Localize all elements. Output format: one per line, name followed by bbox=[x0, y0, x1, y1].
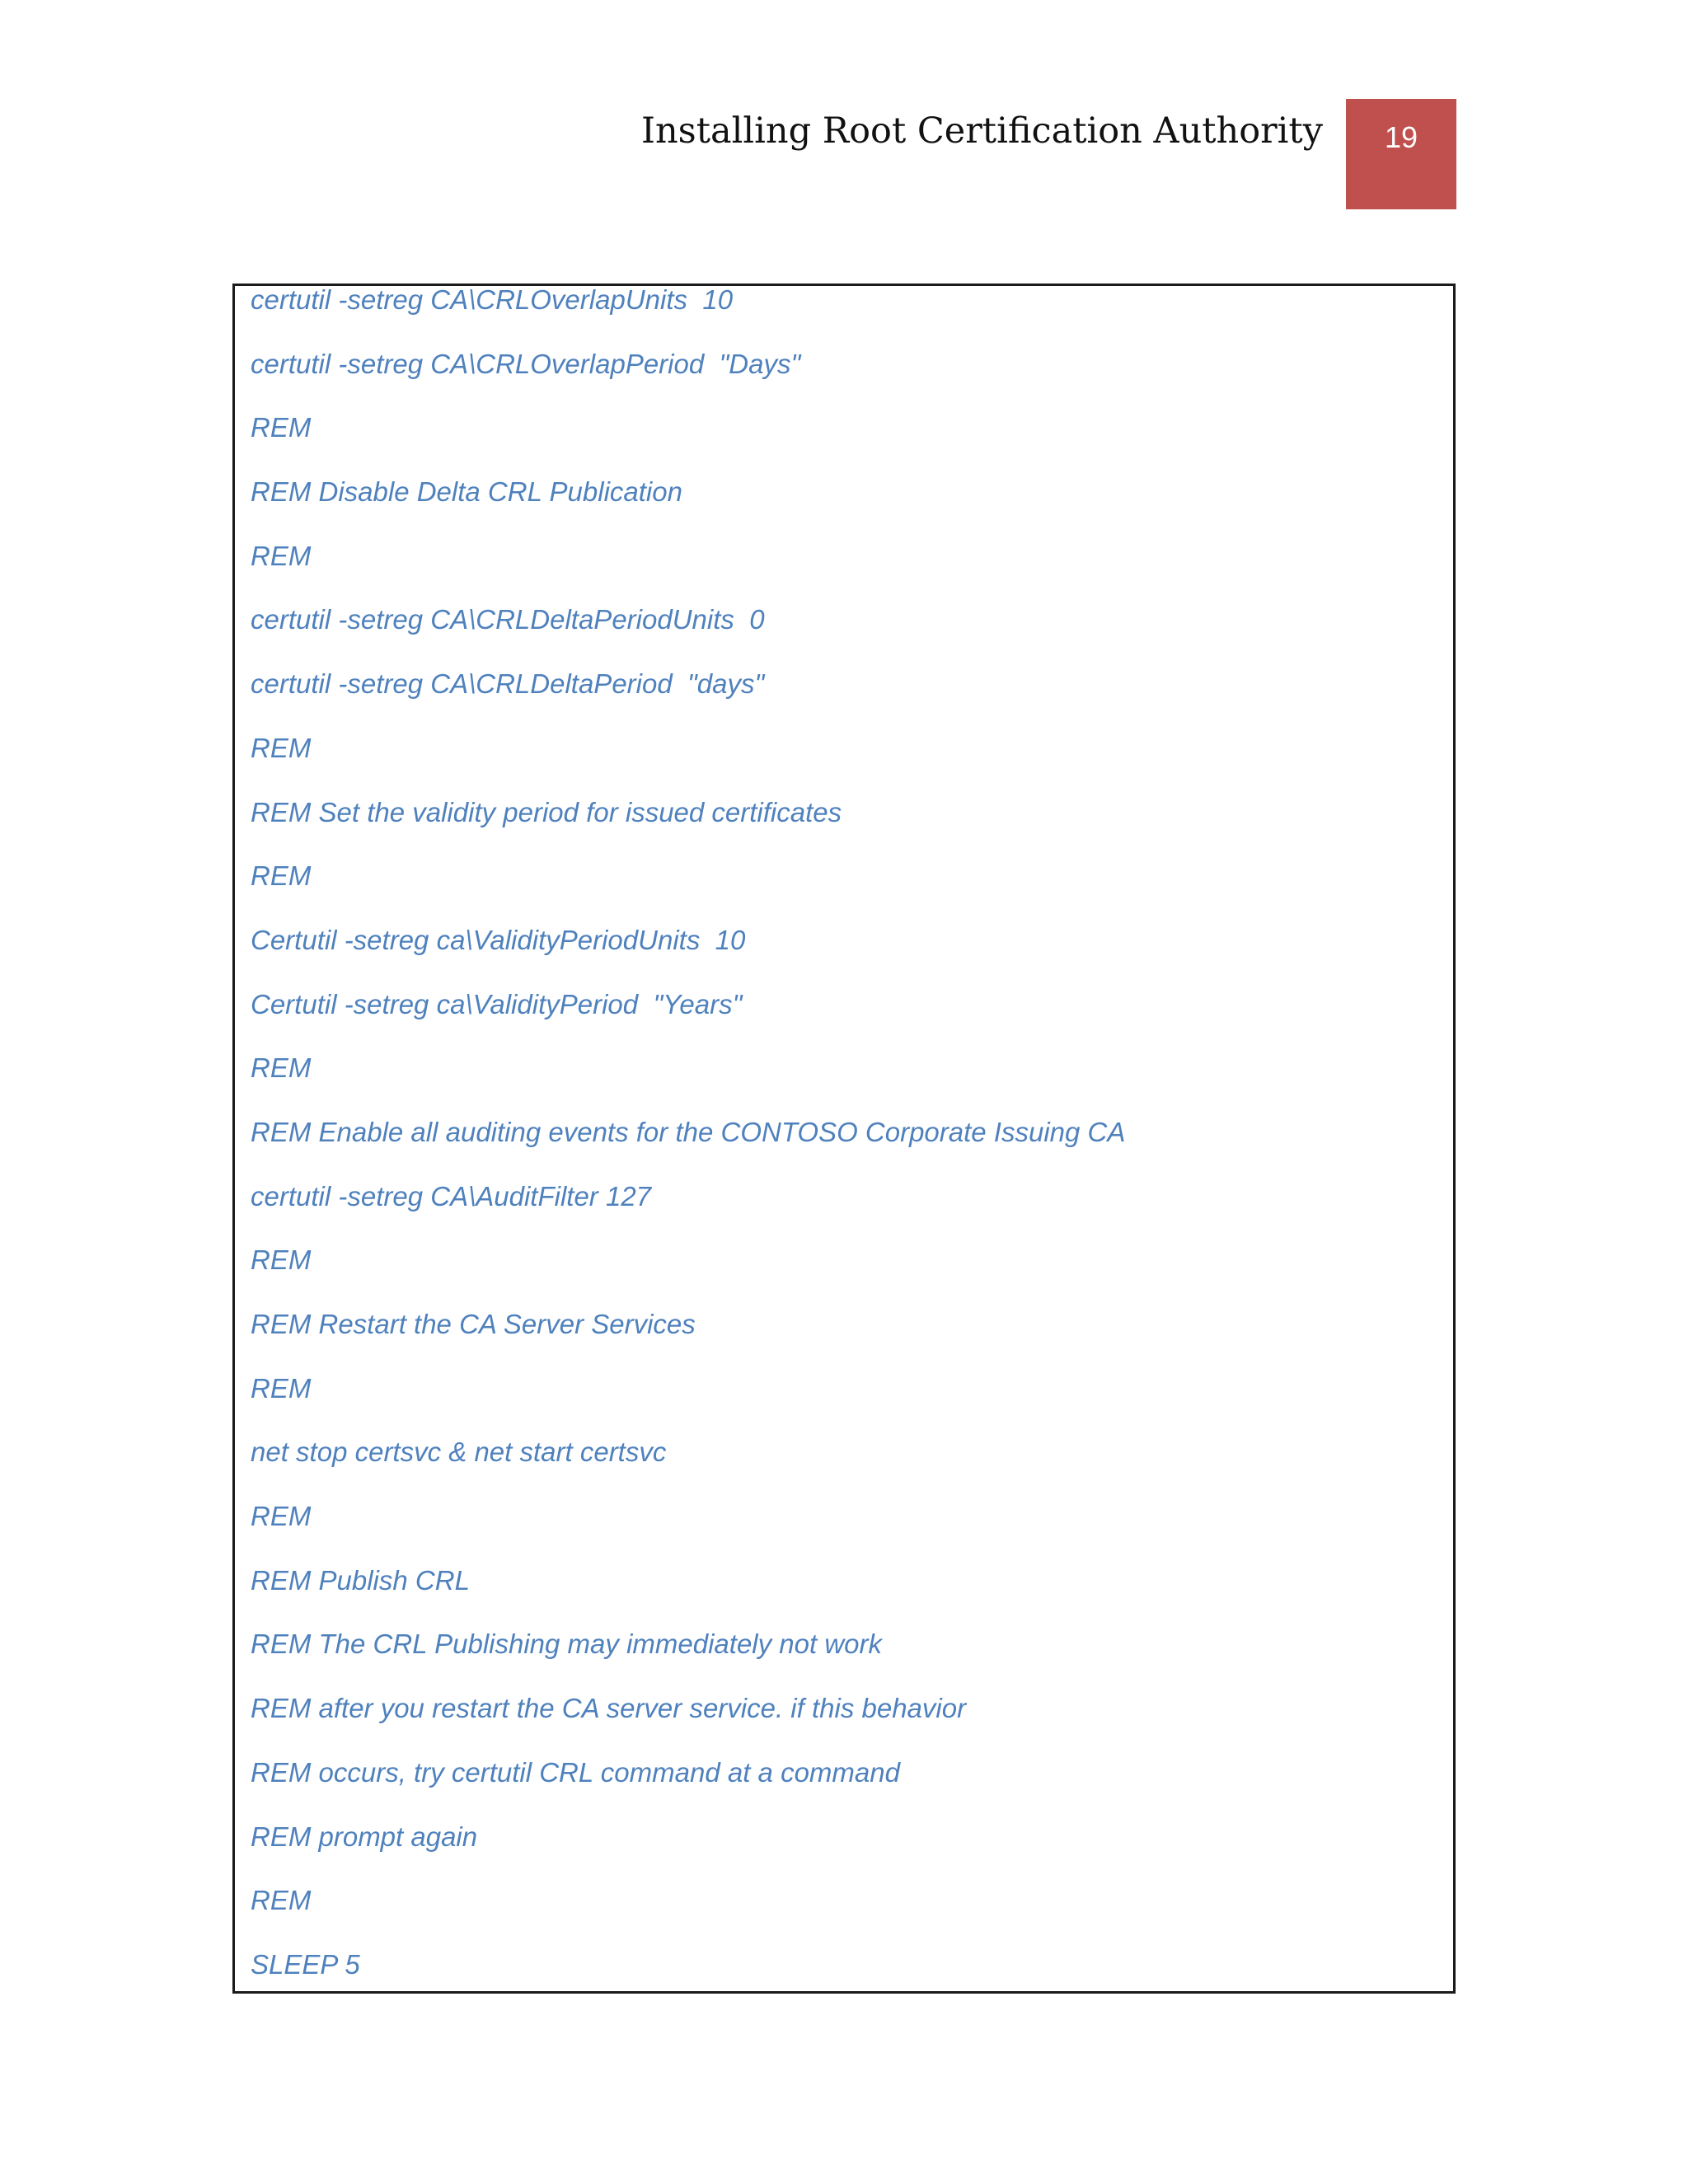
code-line: REM bbox=[251, 540, 312, 571]
code-line: Certutil -setreg ca\ValidityPeriodUnits 10 bbox=[251, 924, 746, 955]
code-line: REM bbox=[251, 412, 312, 443]
page-number: 19 bbox=[1384, 120, 1418, 154]
code-line: net stop certsvc & net start certsvc bbox=[251, 1436, 667, 1468]
code-line: SLEEP 5 bbox=[251, 1948, 360, 1980]
code-line: certutil -setreg CA\CRLOverlapUnits 10 bbox=[251, 284, 734, 315]
code-line: certutil -setreg CA\CRLDeltaPeriod "days" bbox=[251, 668, 765, 700]
code-line: REM bbox=[251, 1501, 312, 1532]
code-line: REM bbox=[251, 1052, 312, 1084]
code-line: REM Restart the CA Server Services bbox=[251, 1309, 696, 1339]
code-line: certutil -setreg CA\CRLDeltaPeriodUnits 0 bbox=[251, 604, 765, 635]
code-line: REM Publish CRL bbox=[251, 1564, 470, 1596]
code-line: REM The CRL Publishing may immediately not work bbox=[251, 1629, 883, 1660]
code-line: REM Disable Delta CRL Publication bbox=[251, 476, 682, 508]
code-line: REM bbox=[251, 1372, 312, 1404]
code-line: REM bbox=[251, 1244, 312, 1276]
code-lines bbox=[251, 286, 1453, 2015]
code-line: REM after you restart the CA server service. if this behavior bbox=[251, 1693, 967, 1724]
page-number-badge bbox=[1346, 99, 1456, 209]
code-line: REM bbox=[251, 860, 312, 892]
code-line: REM bbox=[251, 732, 312, 763]
code-line: REM Enable all auditing events for the CONTOSO Corporate Issuing CA bbox=[251, 1116, 1126, 1147]
code-line: REM bbox=[251, 1885, 312, 1916]
code-line: REM prompt again bbox=[251, 1821, 478, 1852]
code-line: REM occurs, try certutil CRL command at a command bbox=[251, 1756, 900, 1788]
code-line: REM Set the validity period for issued certificates bbox=[251, 796, 842, 827]
code-block bbox=[232, 284, 1456, 1994]
code-line: certutil -setreg CA\AuditFilter 127 bbox=[251, 1180, 652, 1212]
page-title: Installing Root Certification Authority bbox=[640, 110, 1323, 152]
code-line: Certutil -setreg ca\ValidityPeriod "Years" bbox=[251, 988, 743, 1019]
code-line: certutil -setreg CA\CRLOverlapPeriod "Days" bbox=[251, 348, 801, 379]
